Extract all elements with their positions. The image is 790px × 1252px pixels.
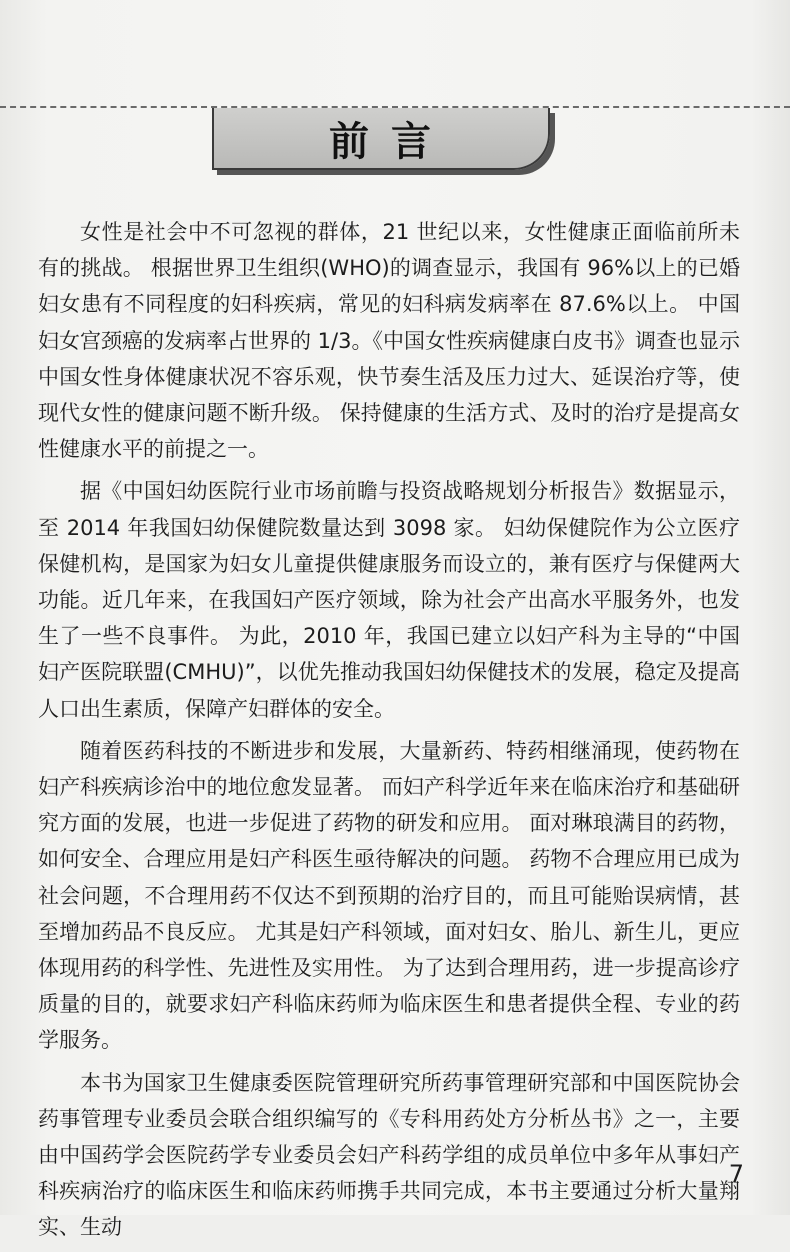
body-text [38, 214, 740, 1252]
page-title: 前言 [329, 118, 453, 165]
page-number: 7 [728, 1160, 744, 1188]
paragraph-3: 随着医药科技的不断进步和发展，大量新药、特药相继涌现，使药物在妇产科疾病诊治中的地位愈发显著。 而妇产科学近年来在临床治疗和基础研究方面的发展，也进一步促进了药物的研发和应用。 面对琳琅满目的药物，如何安全、合理应用是妇产科医生亟待解决的问题。 药物不合理应用已成为社会问题，不合理用药不仅达不到预期的治疗目的，而且可能贻误病情，甚至增加药品不良反应。 尤其是妇产科领域，面对妇女、胎儿、新生儿，更应体现用药的科学性、先进性及实用性。 为了达到合理用药，进一步提高诊疗质量的目的，就要求妇产科临床药师为临床医生和患者提供全程、专业的药学服务。 [38, 738, 740, 1053]
paragraph-2: 据《中国妇幼医院行业市场前瞻与投资战略规划分析报告》数据显示，至 2014 年我国妇幼保健院数量达到 3098 家。 妇幼保健院作为公立医疗保健机构，是国家为妇女儿童提供健康服务而设立的，兼有医疗与保健两大功能。近几年来，在我国妇产医疗领域，除为社会产出高水平服务外，也发生了一些不良事件。 为此，2010 年，我国已建立以妇产科为主导的“中国妇产医院联盟(CMHU)”，以优先推动我国妇幼保健技术的发展，稳定及提高人口出生素质，保障产妇群体的安全。 [38, 479, 740, 721]
title-banner [212, 108, 550, 170]
paragraph-1: 女性是社会中不可忽视的群体，21 世纪以来，女性健康正面临前所未有的挑战。 根据世界卫生组织(WHO)的调查显示，我国有 96%以上的已婚妇女患有不同程度的妇科疾病，常见的妇科病发病率在 87.6%以上。 中国妇女宫颈癌的发病率占世界的 1/3。《中国女性疾病健康白皮书》调查也显示中国女性身体健康状况不容乐观，快节奏生活及压力过大、延误治疗等，使现代女性的健康问题不断升级。 保持健康的生活方式、及时的治疗是提高女性健康水平的前提之一。 [38, 220, 740, 462]
paragraph-4: 本书为国家卫生健康委医院管理研究所药事管理研究部和中国医院协会药事管理专业委员会联合组织编写的《专科用药处方分析丛书》之一，主要由中国药学会医院药学专业委员会妇产科药学组的成员单位中多年从事妇产科疾病治疗的临床医生和临床药师携手共同完成，本书主要通过分析大量翔实、生动 [38, 1070, 740, 1240]
